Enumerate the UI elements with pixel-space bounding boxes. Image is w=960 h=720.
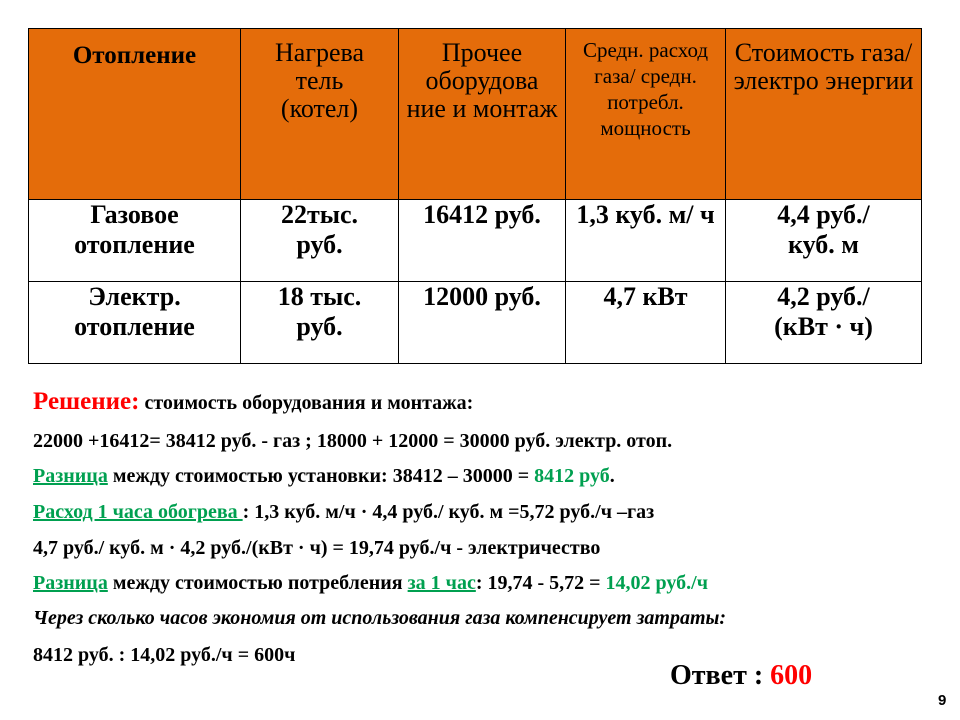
comparison-table [28, 28, 922, 364]
hourly-consumption-label: Расход 1 часа обогрева [33, 501, 243, 523]
header-equipment: Прочее оборудова ние и монтаж [399, 29, 566, 200]
table-header-row [29, 29, 922, 200]
difference-result: 8412 руб [534, 465, 610, 487]
solution-line-3 [33, 465, 615, 488]
difference-text: между стоимостью установки: 38412 – 30000 = [107, 465, 535, 487]
solution-text: стоимость оборудования и монтажа: [139, 392, 474, 414]
solution-line-2: 22000 +16412= 38412 руб. - газ ; 18000 + 12000 = 30000 руб. электр. отоп. [33, 430, 673, 452]
table-cell: 4,2 руб./ (кВт · ч) [726, 282, 922, 364]
difference-label-2: Разница [33, 572, 108, 594]
table-cell: 4,7 кВт [566, 282, 726, 364]
difference-end: . [609, 465, 615, 487]
answer-label: Ответ : [670, 660, 771, 691]
header-consumption: Средн. расход газа/ средн. потребл. мощность [566, 29, 726, 200]
table-cell: 16412 руб. [399, 200, 566, 282]
table-cell: 1,3 куб. м/ ч [566, 200, 726, 282]
solution-line-6 [33, 572, 708, 595]
table-row [29, 200, 922, 282]
table-cell: 12000 руб. [399, 282, 566, 364]
table-cell: Электр. отопление [29, 282, 241, 364]
table-cell: Газовое отопление [29, 200, 241, 282]
answer-value: 600 [770, 660, 813, 691]
difference-label: Разница [33, 465, 108, 487]
solution-line-8: 8412 руб. : 14,02 руб./ч = 600ч [33, 644, 296, 666]
header-heater: Нагрева тель (котел) [241, 29, 399, 200]
difference-result-2: 14,02 руб./ч [605, 572, 708, 594]
hourly-consumption-text: : 1,3 куб. м/ч · 4,4 руб./ куб. м =5,72 руб./ч –газ [242, 501, 655, 523]
per-hour-label: за 1 час [407, 572, 476, 594]
solution-line-4 [33, 501, 654, 524]
table-cell: 22тыс. руб. [241, 200, 399, 282]
difference-text-2: между стоимостью потребления [107, 572, 408, 594]
solution-line-5: 4,7 руб./ куб. м · 4,2 руб./(кВт · ч) = 19,74 руб./ч - электричество [33, 537, 601, 559]
table-row [29, 282, 922, 364]
table-cell: 4,4 руб./ куб. м [726, 200, 922, 282]
solution-line-7: Через сколько часов экономия от использования газа компенсирует затраты: [33, 607, 727, 629]
header-energy-cost: Стоимость газа/ электро энергии [726, 29, 922, 200]
solution-line-1 [33, 388, 473, 416]
difference-text-3: : 19,74 - 5,72 = [475, 572, 606, 594]
table-cell: 18 тыс. руб. [241, 282, 399, 364]
header-heating: Отопление [29, 29, 241, 200]
answer [670, 660, 812, 692]
solution-label: Решение: [33, 388, 140, 415]
page-number: 9 [938, 692, 947, 709]
